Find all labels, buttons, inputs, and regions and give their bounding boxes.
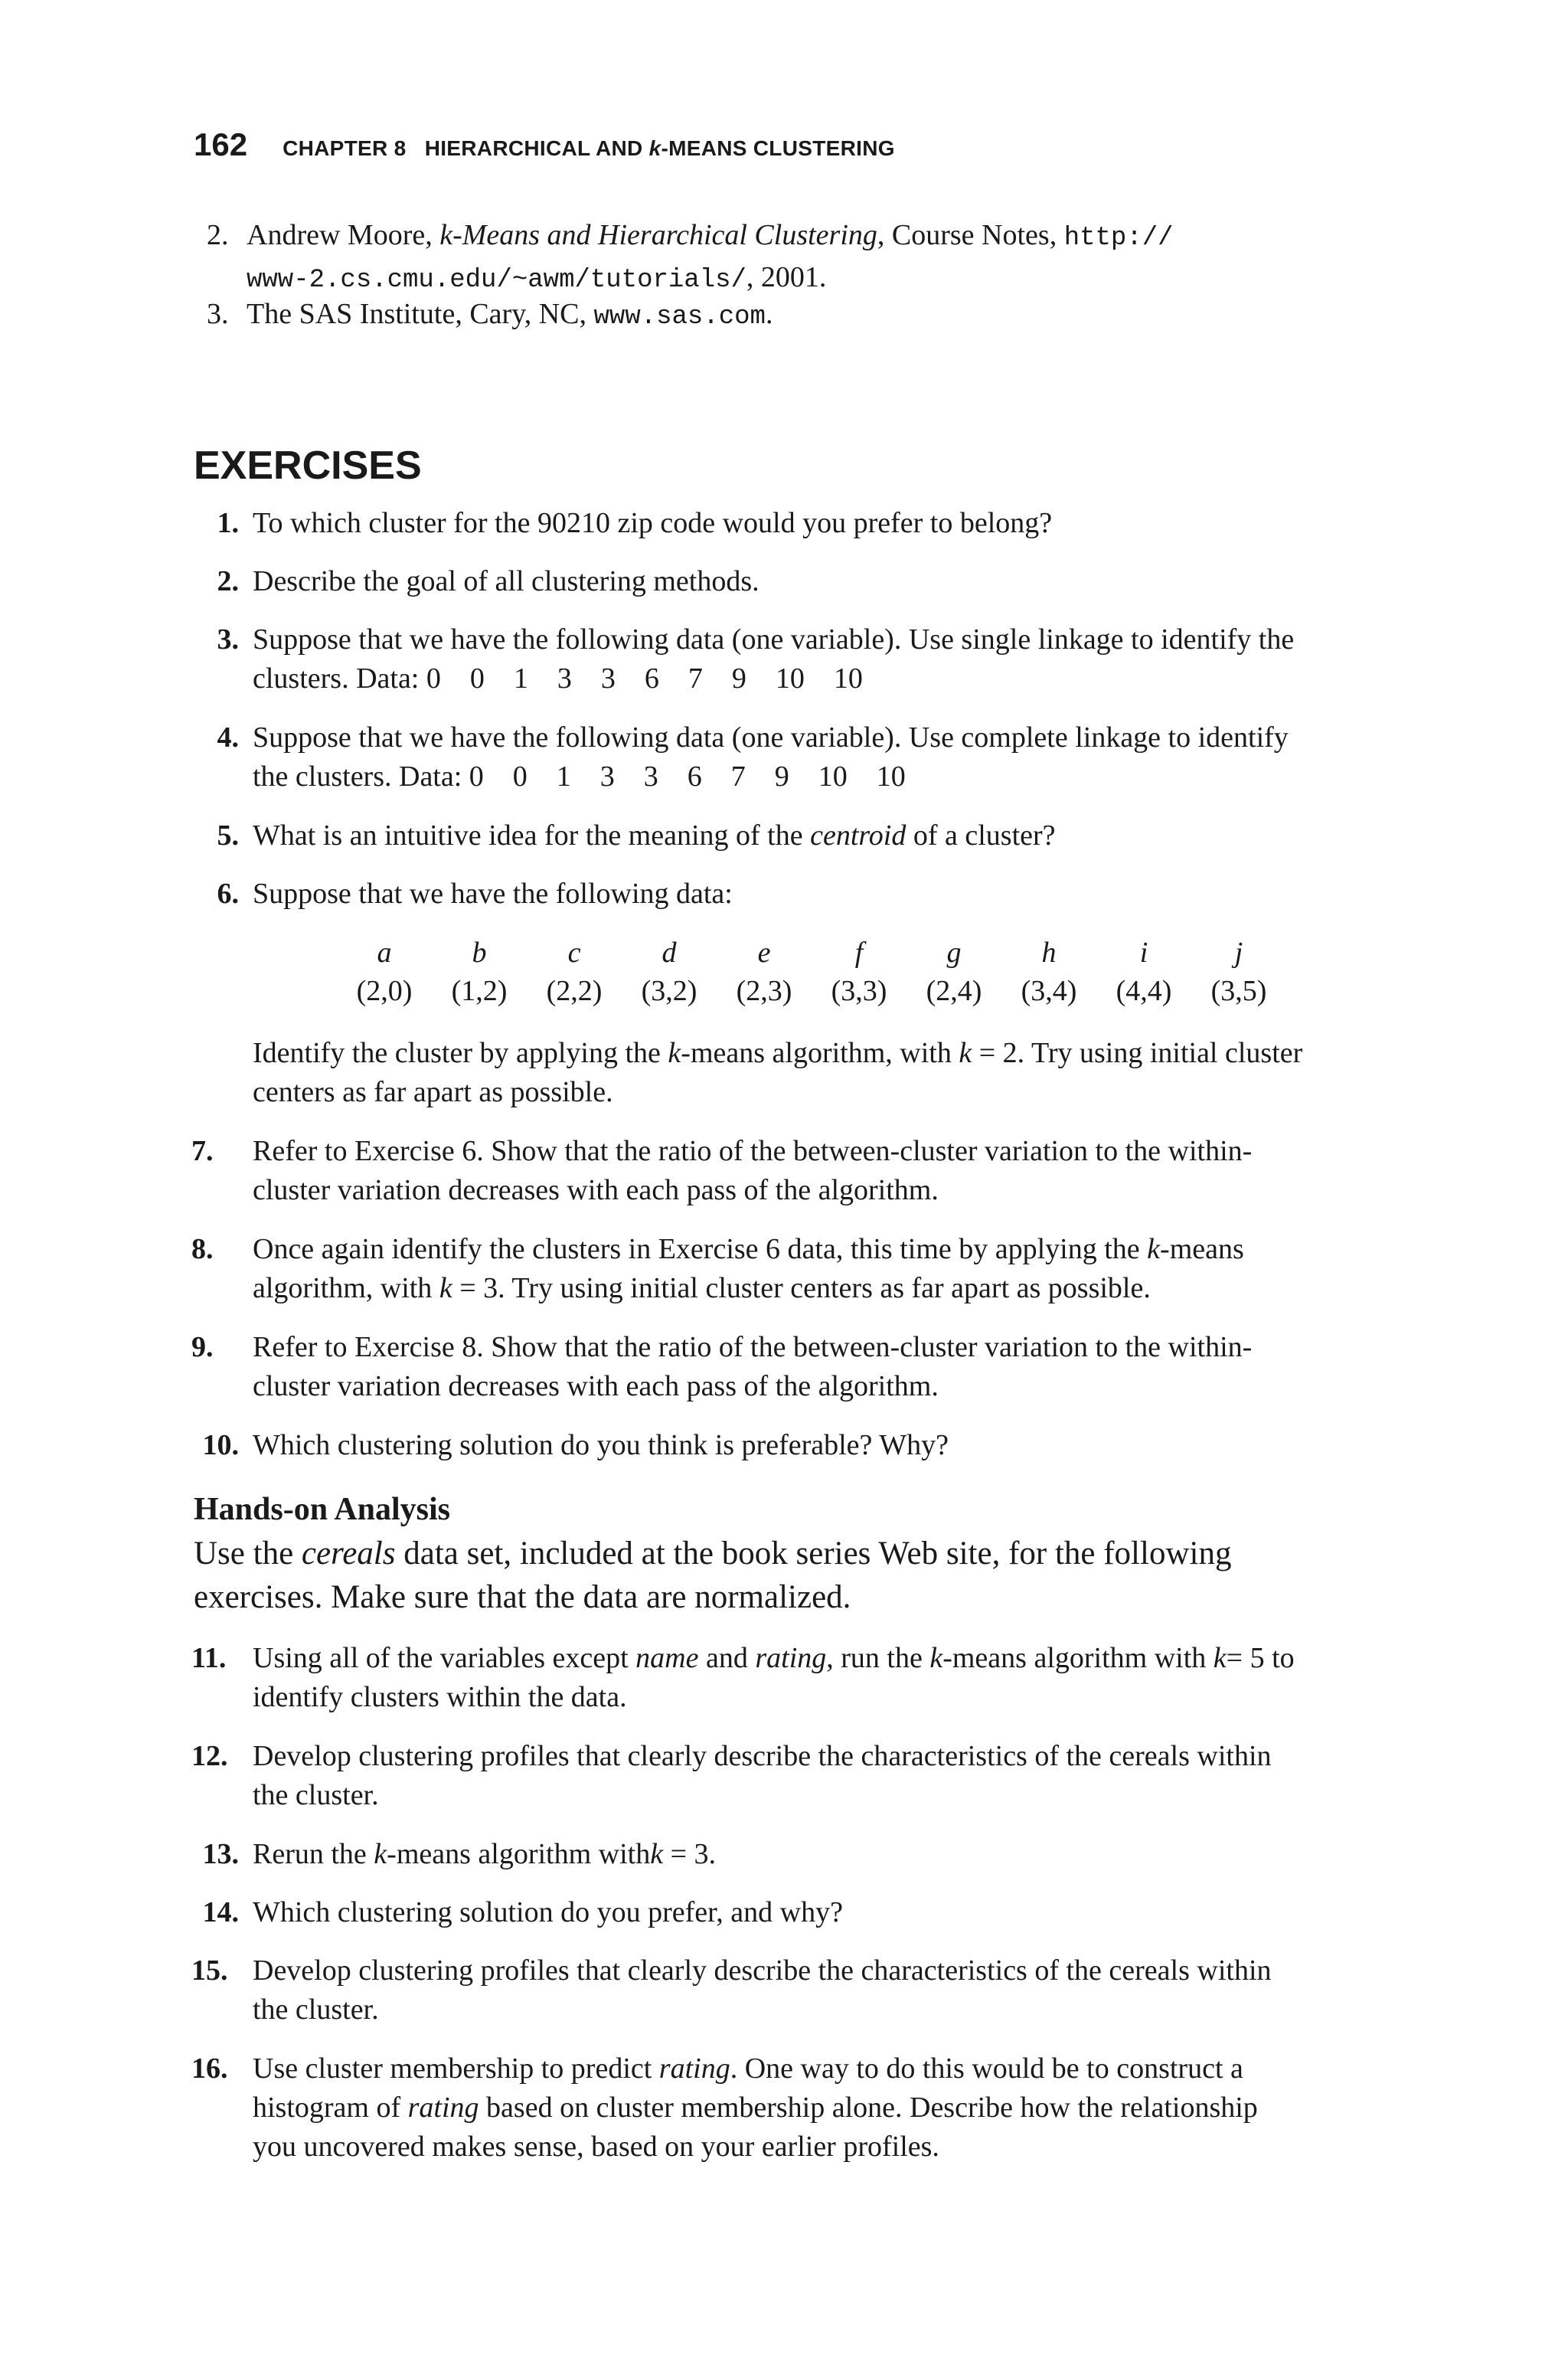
table-label-g: g [946, 937, 962, 969]
data-table-labels [337, 936, 1286, 970]
table-point-j: (3,5) [1210, 975, 1267, 1007]
exercise-14: 14. Which clustering solution do you prefer, and why? [202, 1896, 843, 1928]
exercise-2: 2. Describe the goal of all clustering methods. [217, 565, 760, 597]
table-point-e: (2,3) [736, 975, 792, 1007]
table-point-h: (3,4) [1021, 975, 1077, 1007]
exercise-11: 11. Using all of the variables except name and rating, run the k-means algorithm with k= 5 to identify clusters within the data. [191, 1642, 1295, 1713]
table-label-i: i [1139, 937, 1148, 969]
exercise-6: 6. Suppose that we have the following data: [217, 878, 733, 910]
reference-3: 3. The SAS Institute, Cary, NC, www.sas.com. [207, 298, 773, 332]
exercise-6-instructions: Identify the cluster by applying the k-means algorithm, with k = 2. Try using initial cluster centers as far apart as possible. [253, 1037, 1303, 1108]
table-label-a: a [377, 937, 392, 969]
exercise-5: 5. What is an intuitive idea for the meaning of the centroid of a cluster? [217, 819, 1056, 852]
reference-url-part2[interactable]: www-2.cs.cmu.edu/~awm/tutorials/ [247, 266, 746, 295]
reference-url-part1[interactable]: http:// [1063, 224, 1174, 253]
table-label-c: c [567, 937, 581, 969]
data-table-points [337, 974, 1286, 1008]
exercise-3: 3. Suppose that we have the following data (one variable). Use single linkage to identify the clusters. Data: 0 0 1 3 3 6 7 9 10 10 [217, 623, 1295, 695]
table-label-f: f [854, 937, 864, 969]
exercise-8: 8. Once again identify the clusters in Exercise 6 data, this time by applying the k-means algorithm, with k = 3. Try using initial cluster centers as far apart as possible. [191, 1233, 1244, 1304]
hands-on-title: Hands-on Analysis [194, 1492, 450, 1527]
hands-on-intro: Use the cereals data set, included at the book series Web site, for the following exercises. Make sure that the data are normalized. [194, 1536, 1232, 1615]
table-label-d: d [662, 937, 677, 969]
reference-url[interactable]: www.sas.com [593, 303, 766, 332]
table-label-j: j [1234, 937, 1243, 969]
table-point-d: (3,2) [641, 975, 697, 1007]
page-number: 162 [194, 126, 248, 162]
table-point-i: (4,4) [1116, 975, 1172, 1007]
table-point-a: (2,0) [356, 975, 413, 1007]
table-point-c: (2,2) [546, 975, 603, 1007]
table-label-e: e [757, 937, 771, 969]
chapter-title: CHAPTER 8 HIERARCHICAL AND k-MEANS CLUSTERING [283, 136, 895, 160]
exercise-7: 7. Refer to Exercise 6. Show that the ratio of the between-cluster variation to the within- cluster variation decreases with each pass of the algorithm. [191, 1135, 1253, 1206]
exercise-13: 13. Rerun the k-means algorithm withk = 3. [202, 1838, 717, 1870]
reference-2: 2. Andrew Moore, k-Means and Hierarchical Clustering, Course Notes, http:// www-2.cs.cmu.edu/~awm/tutorials/, 2001. [207, 219, 1174, 295]
exercise-4: 4. Suppose that we have the following data (one variable). Use complete linkage to identify the clusters. Data: 0 0 1 3 3 6 7 9 10 10 [217, 721, 1289, 793]
running-header [194, 126, 895, 172]
exercise-16: 16. Use cluster membership to predict rating. One way to do this would be to construct a histogram of rating based on cluster membership alone. Describe how the relationship you uncovered makes sense, based on your earlier profiles. [191, 2052, 1258, 2163]
table-label-b: b [472, 937, 487, 969]
exercise-10: 10. Which clustering solution do you think is preferable? Why? [202, 1429, 949, 1461]
exercise-1: 1. To which cluster for the 90210 zip code would you prefer to belong? [217, 507, 1053, 539]
table-point-f: (3,3) [831, 975, 887, 1007]
section-title: EXERCISES [194, 443, 422, 488]
exercise-15: 15. Develop clustering profiles that clearly describe the characteristics of the cereals within the cluster. [191, 1954, 1272, 2026]
table-point-g: (2,4) [926, 975, 982, 1007]
table-label-h: h [1041, 937, 1057, 969]
table-point-b: (1,2) [451, 975, 508, 1007]
exercise-12: 12. Develop clustering profiles that clearly describe the characteristics of the cereals within the cluster. [191, 1740, 1272, 1811]
exercise-9: 9. Refer to Exercise 8. Show that the ratio of the between-cluster variation to the within- cluster variation decreases with each pass of the algorithm. [191, 1331, 1253, 1402]
